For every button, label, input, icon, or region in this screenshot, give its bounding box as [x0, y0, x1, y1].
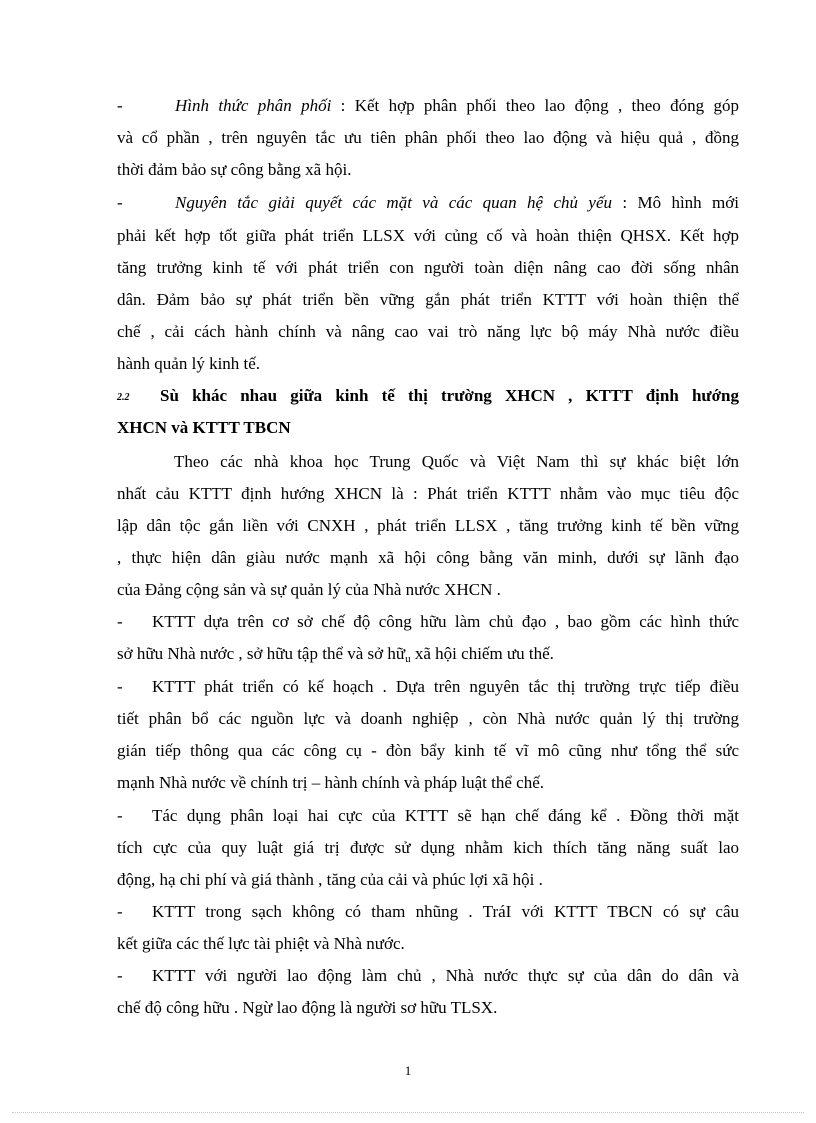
- section-heading-line-1: Sù khác nhau giữa kinh tế thị trường XHCN , KTTT định hướng: [160, 386, 739, 405]
- p3-line-2: nhất cảu KTTT định hướng XHCN là : Phát triển KTTT nhằm vào mục tiêu độc: [117, 484, 739, 503]
- p3-line-4: , thực hiện dân giàu nước mạnh xã hội công bằng văn minh, dưới sự lãnh đạo: [117, 548, 739, 567]
- page-bottom-divider: [12, 1112, 804, 1113]
- p2-line-1: Nguyên tắc giải quyết các mặt và các quan hệ chủ yếu : Mô hình mới: [175, 193, 739, 212]
- section-number: 2.2: [117, 392, 130, 403]
- bullet-dash: -: [117, 806, 123, 825]
- page-number: 1: [404, 1063, 412, 1078]
- bullet-dash: -: [117, 612, 123, 631]
- b2-line-4: mạnh Nhà nước về chính trị – hành chính và pháp luật thể chế.: [117, 773, 545, 792]
- p2-label: Nguyên tắc giải quyết các mặt và các quan hệ chủ yếu: [175, 193, 612, 212]
- p2-line-6: hành quản lý kinh tế.: [117, 354, 261, 373]
- bullet-dash: -: [117, 96, 123, 115]
- p1-label: Hình thức phân phối: [175, 96, 332, 115]
- b5-line-1: KTTT với người lao động làm chủ , Nhà nước thực sự của dân do dân và: [152, 966, 739, 985]
- b3-line-2: tích cực của quy luật giá trị được sử dụng nhằm kich thích tăng năng suất lao: [117, 838, 739, 857]
- p1-line-3: thời đảm bảo sự công bằng xã hội.: [117, 160, 352, 179]
- section-heading-line-2: XHCN và KTTT TBCN: [117, 418, 291, 437]
- p3-line-3: lập dân tộc gắn liền với CNXH , phát triển LLSX , tăng trưởng kinh tế bền vững: [117, 516, 739, 535]
- p1-line-1: Hình thức phân phối : Kết hợp phân phối theo lao động , theo đóng góp: [175, 96, 739, 115]
- b2-line-1: KTTT phát triển có kế hoạch . Dựa trên nguyên tắc thị trường trực tiếp điều: [152, 677, 739, 696]
- b4-line-2: kết giữa các thế lực tài phiệt và Nhà nước.: [117, 934, 405, 953]
- p2-line-5: chế , cải cách hành chính và nâng cao vai trò năng lực bộ máy Nhà nước điều: [117, 322, 739, 341]
- b2-line-3: gián tiếp thông qua các công cụ - đòn bẩy kinh tế vĩ mô cũng như tổng thể sức: [117, 741, 739, 760]
- p2-line-2: phải kết hợp tốt giữa phát triển LLSX với củng cố và hoàn thiện QHSX. Kết hợp: [117, 226, 739, 245]
- b3-line-1: Tác dụng phân loại hai cực của KTTT sẽ hạn chế đáng kể . Đồng thời mặt: [152, 806, 739, 825]
- bullet-dash: -: [117, 902, 123, 921]
- b1-line-1: KTTT dựa trên cơ sở chế độ công hữu làm chủ đạo , bao gồm các hình thức: [152, 612, 739, 631]
- b4-line-1: KTTT trong sạch không có tham nhũng . TráI với KTTT TBCN có sự câu: [152, 902, 739, 921]
- p3-line-5: của Đảng cộng sản và sự quản lý của Nhà nước XHCN .: [117, 580, 501, 599]
- bullet-dash: -: [117, 193, 123, 212]
- bullet-dash: -: [117, 677, 123, 696]
- p2-line-4: dân. Đảm bảo sự phát triển bền vững gắn phát triển KTTT với hoàn thiện thể: [117, 290, 739, 309]
- p2-line-3: tăng trưởng kinh tế với phát triển con người toàn diện nâng cao đời sống nhân: [117, 258, 739, 277]
- b3-line-3: động, hạ chi phí và giá thành , tăng của cải và phúc lợi xã hội .: [117, 870, 543, 889]
- b1-line-2: sở hữu Nhà nước , sở hữu tập thể và sở hữ$_u$ xã hội chiếm ưu thế.: [117, 644, 554, 665]
- b5-line-2: chế độ công hữu . Ngừ lao động là người sơ hữu TLSX.: [117, 998, 498, 1017]
- b2-line-2: tiết phân bổ các nguồn lực và doanh nghiệp , còn Nhà nước quản lý thị trường: [117, 709, 739, 728]
- p1-line-2: và cổ phần , trên nguyên tắc ưu tiên phân phối theo lao động và hiệu quả , đồng: [117, 128, 739, 147]
- bullet-dash: -: [117, 966, 123, 985]
- p3-line-1: Theo các nhà khoa học Trung Quốc và Việt Nam thì sự khác biệt lớn: [174, 452, 739, 471]
